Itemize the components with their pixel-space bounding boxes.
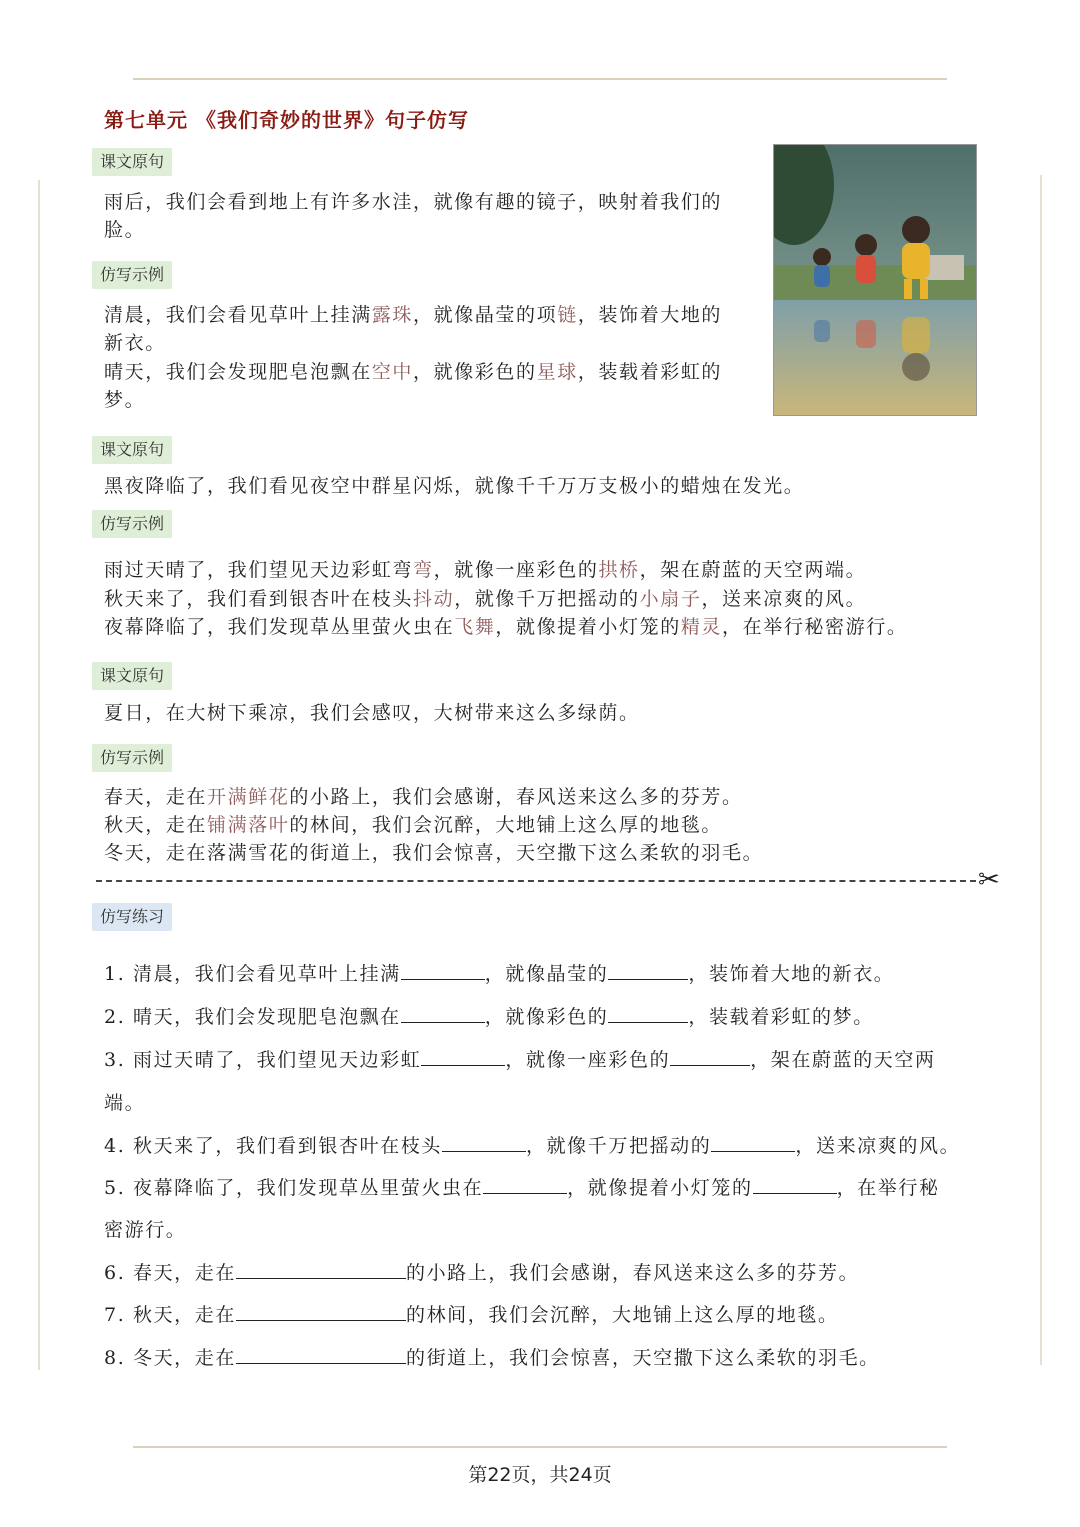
original-line: 脸。 — [104, 219, 146, 241]
answer-blank[interactable] — [442, 1133, 526, 1152]
page-number: 第22页，共24页 — [468, 1464, 612, 1486]
tag-original: 课文原句 — [92, 148, 172, 176]
answer-blank[interactable] — [753, 1175, 837, 1194]
example-line: 冬天，走在落满雪花的街道上，我们会惊喜，天空撒下这么柔软的羽毛。 — [104, 842, 764, 864]
exercise-item: 6. 春天，走在 的小路上，我们会感谢，春风送来这么多的芬芳。 — [104, 1262, 860, 1284]
example-line: 秋天，走在铺满落叶的林间，我们会沉醉，大地铺上这么厚的地毯。 — [104, 814, 723, 836]
exercise-item: 1. 清晨，我们会看见草叶上挂满 ，就像晶莹的 ，装饰着大地的新衣。 — [104, 963, 895, 985]
illustration-rain-children — [773, 144, 977, 416]
right-margin-line — [1040, 175, 1042, 1365]
answer-blank[interactable] — [608, 961, 688, 980]
tag-imitation: 仿写示例 — [92, 510, 172, 538]
answer-blank[interactable] — [401, 1004, 485, 1023]
exercise-item: 7. 秋天，走在 的林间，我们会沉醉，大地铺上这么厚的地毯。 — [104, 1304, 839, 1326]
answer-blank[interactable] — [236, 1302, 406, 1321]
left-margin-line — [38, 180, 40, 1370]
tag-original: 课文原句 — [92, 662, 172, 690]
tag-imitation: 仿写示例 — [92, 744, 172, 772]
original-line: 夏日，在大树下乘凉，我们会感叹，大树带来这么多绿荫。 — [104, 702, 640, 724]
answer-blank[interactable] — [483, 1175, 567, 1194]
original-line: 黑夜降临了，我们看见夜空中群星闪烁，就像千千万万支极小的蜡烛在发光。 — [104, 475, 805, 497]
answer-blank[interactable] — [401, 961, 485, 980]
exercise-item: 5. 夜幕降临了，我们发现草丛里萤火虫在 ，就像提着小灯笼的 ，在举行秘 — [104, 1177, 940, 1199]
original-line: 雨后，我们会看到地上有许多水洼，就像有趣的镜子，映射着我们的 — [104, 191, 723, 213]
exercise-item: 密游行。 — [104, 1219, 187, 1241]
exercise-item: 4. 秋天来了，我们看到银杏叶在枝头 ，就像千万把摇动的 ，送来凉爽的风。 — [104, 1135, 961, 1157]
exercise-item: 8. 冬天，走在 的街道上，我们会惊喜，天空撒下这么柔软的羽毛。 — [104, 1347, 880, 1369]
page-title: 第七单元 《我们奇妙的世界》句子仿写 — [104, 108, 469, 132]
answer-blank[interactable] — [236, 1345, 406, 1364]
answer-blank[interactable] — [711, 1133, 795, 1152]
answer-blank[interactable] — [236, 1260, 406, 1279]
example-line: 清晨，我们会看见草叶上挂满露珠，就像晶莹的项链，装饰着大地的 — [104, 304, 723, 326]
example-line: 梦。 — [104, 389, 146, 411]
exercise-item: 2. 晴天，我们会发现肥皂泡飘在 ，就像彩色的 ，装载着彩虹的梦。 — [104, 1006, 874, 1028]
example-line: 夜幕降临了，我们发现草丛里萤火虫在飞舞，就像提着小灯笼的精灵，在举行秘密游行。 — [104, 616, 908, 638]
example-line: 新衣。 — [104, 332, 166, 354]
bottom-rule — [133, 1446, 947, 1448]
exercise-item: 端。 — [104, 1092, 146, 1114]
scissors-icon: ✂ — [978, 865, 1000, 895]
top-rule — [133, 78, 947, 80]
tag-imitation: 仿写示例 — [92, 261, 172, 289]
example-line: 晴天，我们会发现肥皂泡飘在空中，就像彩色的星球，装载着彩虹的 — [104, 361, 723, 383]
answer-blank[interactable] — [608, 1004, 688, 1023]
tag-original: 课文原句 — [92, 436, 172, 464]
tag-practice: 仿写练习 — [92, 903, 172, 931]
answer-blank[interactable] — [421, 1047, 505, 1066]
cut-line — [96, 880, 976, 882]
exercise-item: 3. 雨过天晴了，我们望见天边彩虹 ，就像一座彩色的 ，架在蔚蓝的天空两 — [104, 1049, 936, 1071]
example-line: 秋天来了，我们看到银杏叶在枝头抖动，就像千万把摇动的小扇子，送来凉爽的风。 — [104, 588, 867, 610]
answer-blank[interactable] — [670, 1047, 750, 1066]
example-line: 雨过天晴了，我们望见天边彩虹弯弯，就像一座彩色的拱桥，架在蔚蓝的天空两端。 — [104, 559, 867, 581]
example-line: 春天，走在开满鲜花的小路上，我们会感谢，春风送来这么多的芬芳。 — [104, 786, 743, 808]
